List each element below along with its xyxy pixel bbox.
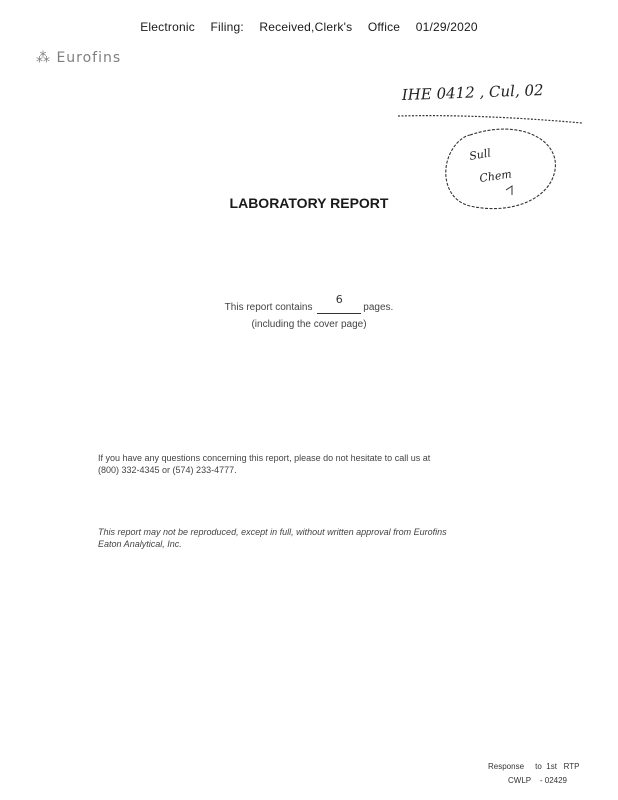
stamp-word-2: Filing: [210, 20, 244, 34]
contact-line-1: If you have any questions concerning this report, please do not hesitate to call us at [98, 453, 431, 463]
disclaimer-paragraph [98, 526, 478, 550]
contact-paragraph [98, 452, 478, 476]
contact-line-2: (800) 332-4345 or (574) 233-4777. [98, 465, 237, 475]
stamp-word-4: Office [367, 20, 401, 34]
stamp-word-1: Electronic [140, 20, 195, 34]
logo-label: Eurofins [56, 50, 122, 66]
page-count-blank [317, 293, 361, 314]
footer-response-label: Response to 1st RTP [488, 762, 580, 771]
report-title: LABORATORY REPORT [229, 195, 389, 211]
handwritten-note-line: IHE 0412 , Cul, 02 [401, 81, 544, 104]
page-count-note: (including the cover page) [251, 319, 367, 330]
stamp-word-3: Received,Clerk's [259, 20, 353, 34]
footer-bates-number: CWLP - 02429 [508, 776, 567, 785]
circled-note-line-2: Chem [478, 167, 513, 185]
page-count-number: 6 [335, 293, 343, 306]
stamp-date: 01/29/2020 [415, 20, 478, 34]
handwritten-tick [506, 186, 512, 195]
handwritten-underline [398, 116, 582, 123]
page-count-line [0, 293, 618, 314]
page-count-prefix: This report contains [224, 302, 313, 313]
disclaimer-line-1: This report may not be reproduced, except in full, without written approval from Eurofins [98, 527, 447, 537]
logo-mark-icon: ⁂ [36, 50, 57, 66]
circled-note-line-1: Sull [468, 146, 492, 163]
page-count-suffix: pages. [363, 302, 394, 313]
disclaimer-line-2: Eaton Analytical, Inc. [98, 539, 182, 549]
